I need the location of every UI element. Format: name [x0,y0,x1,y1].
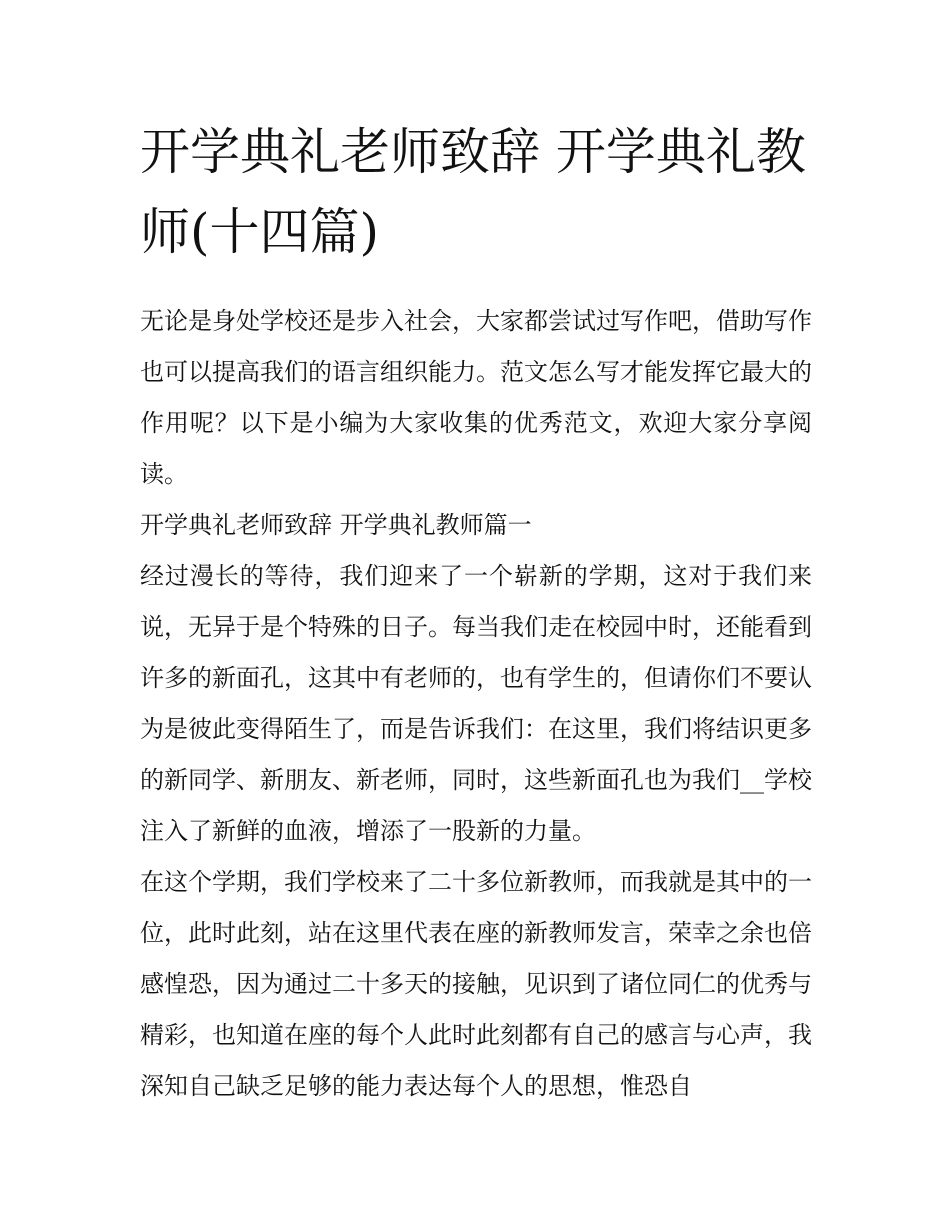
document-title: 开学典礼老师致辞 开学典礼教师(十四篇) [140,123,806,261]
intro-paragraph: 无论是身处学校还是步入社会，大家都尝试过写作吧，借助写作也可以提高我们的语言组织能力。范文怎么写才能发挥它最大的作用呢？以下是小编为大家收集的优秀范文，欢迎大家分享阅读。 [140,307,812,488]
document-page [140,112,812,1112]
body-paragraph-2: 在这个学期，我们学校来了二十多位新教师，而我就是其中的一位，此时此刻，站在这里代表在座的新教师发言，荣幸之余也倍感惶恐，因为通过二十多天的接触，见识到了诸位同仁的优秀与精彩，也知道在座的每个人此时此刻都有自己的感言与心声，我深知自己缺乏足够的能力表达每个人的思想，惟恐自 [140,868,812,1100]
section-heading: 开学典礼老师致辞 开学典礼教师篇一 [140,511,532,539]
body-paragraph-1: 经过漫长的等待，我们迎来了一个崭新的学期，这对于我们来说，无异于是个特殊的日子。每当我们走在校园中时，还能看到许多的新面孔，这其中有老师的，也有学生的，但请你们不要认为是彼此变得陌生了，而是告诉我们：在这里，我们将结识更多的新同学、新朋友、新老师，同时，这些新面孔也为我们__学校注入了新鲜的血液，增添了一股新的力量。 [140,562,812,845]
